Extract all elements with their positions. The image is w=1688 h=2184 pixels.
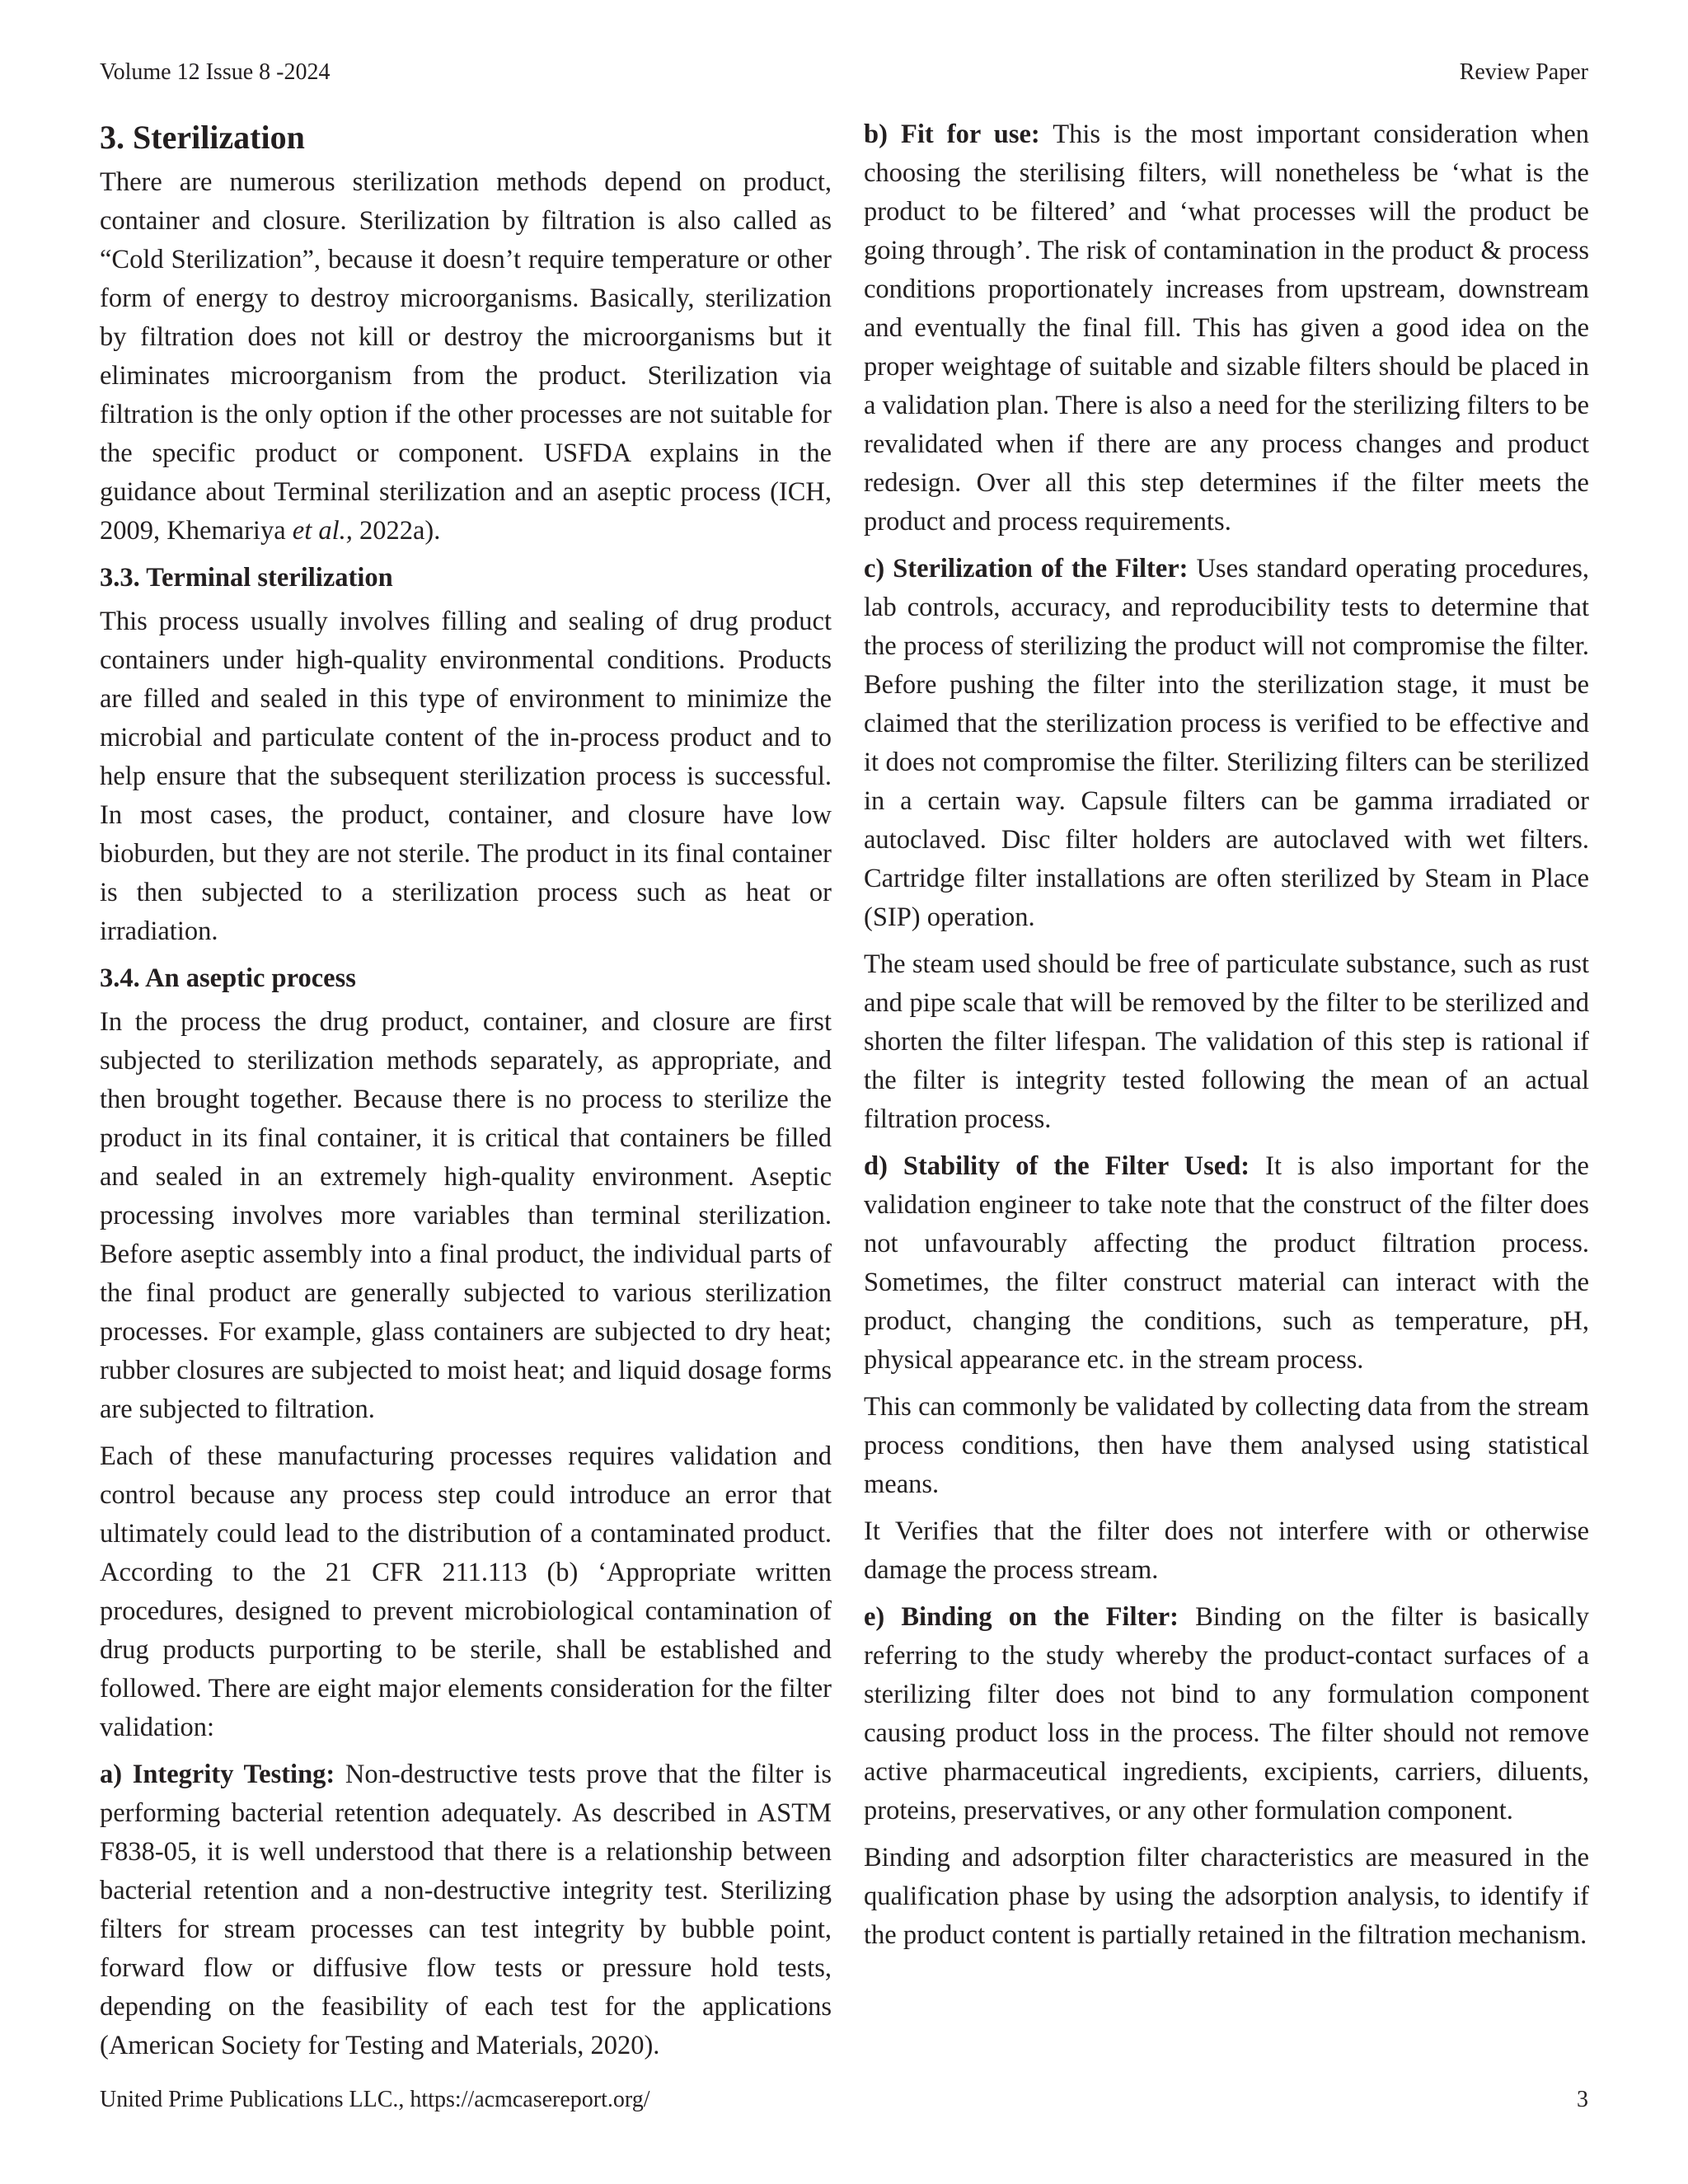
publisher-line: United Prime Publications LLC., https://acmcasereport.org/ [100,2087,650,2112]
item-lead: d) Stability of the Filter Used: [864,1151,1250,1181]
running-header [100,56,1588,89]
et-al: et al., [292,516,353,546]
adsorption-paragraph: Binding and adsorption filter characteristics are measured in the qualification phase by using the adsorption analysis, to identify if the product content is partially retained in the filtration mechanism. [864,1843,1589,1950]
left-column [100,115,832,2074]
item-lead: e) Binding on the Filter: [864,1602,1179,1632]
item-lead: b) Fit for use: [864,120,1040,149]
item-binding-on-filter: e) Binding on the Filter: Binding on the filter is basically referring to the study whereby the product-contact surfaces of a sterilizing filter does not bind to any formulation component causing product loss in the process. The filter should not remove active pharmaceutical ingredients, excipients, carriers, diluents, proteins, preservatives, or any other formulation component. [864,1602,1590,1825]
page-number: 3 [1577,2087,1588,2112]
item-lead: c) Sterilization of the Filter: [864,554,1189,583]
page-footer [100,2083,1588,2116]
section-title: 3. Sterilization [100,119,305,156]
section-intro: There are numerous sterilization methods depend on product, container and closure. Sterilization by filtration is also called as “Cold Sterilization”, because it doesn’t require temperature or other form of energy to destroy microorganisms. Basically, sterilization by filtration does not kill or destroy the microorganisms but it eliminates microorganism from the product. Sterilization via filtration is the only option if the other processes are not suitable for the specific product or component. USFDA explains in the guidance about Terminal sterilization and an aseptic process (ICH, 2009, Khemariya et al., 2022a). [100,167,832,546]
aseptic-paragraph-1: In the process the drug product, container, and closure are first subjected to sterilization methods separately, as appropriate, and then brought together. Because there is no process to sterilize the product in its final container, it is critical that containers be filled and sealed in an extremely high-quality environment. Aseptic processing involves more variables than terminal sterilization. Before aseptic assembly into a final product, the individual parts of the final product are generally subjected to various sterilization processes. For example, glass containers are subjected to dry heat; rubber closures are subjected to moist heat; and liquid dosage forms are subjected to filtration. [100,1007,832,1424]
item-fit-for-use: b) Fit for use: This is the most important consideration when choosing the sterilising filters, will nonetheless be ‘what is the product to be filtered’ and ‘what processes will the product be going through’. The risk of contamination in the product & process conditions proportionately increases from upstream, downstream and eventually the final fill. This has given a good idea on the proper weightage of suitable and sizable filters should be placed in a validation plan. There is also a need for the sterilizing filters to be revalidated when if there are any process changes and product redesign. Over all this step determines if the filter meets the product and process requirements. [864,120,1589,537]
verification-paragraph: It Verifies that the filter does not interfere with or otherwise damage the process stream. [864,1516,1589,1585]
steam-paragraph: The steam used should be free of particulate substance, such as rust and pipe scale that will be removed by the filter to be sterilized and shorten the filter lifespan. The validation of this step is rational if the filter is integrity tested following the mean of an actual filtration process. [864,949,1589,1134]
validation-paragraph: This can commonly be validated by collecting data from the stream process conditions, then have them analysed using statistical means. [864,1392,1589,1499]
item-lead: a) Integrity Testing: [100,1760,335,1789]
subsection-title-terminal: 3.3. Terminal sterilization [100,563,393,593]
item-sterilization-of-filter: c) Sterilization of the Filter: Uses standard operating procedures, lab controls, accuracy, and reproducibility tests to determine that the process of sterilizing the product will not compromise the filter. Before pushing the filter into the sterilization stage, it must be claimed that the sterilization process is verified to be effective and it does not compromise the filter. Sterilizing filters can be sterilized in a certain way. Capsule filters can be gamma irradiated or autoclaved. Disc filter holders are autoclaved with wet filters. Cartridge filter installations are often sterilized by Steam in Place (SIP) operation. [864,554,1589,932]
aseptic-paragraph-2: Each of these manufacturing processes requires validation and control because any process step could introduce an error that ultimately could lead to the distribution of a contaminated product. According to the 21 CFR 211.113 (b) ‘Appropriate written procedures, designed to prevent microbiological contamination of drug products purporting to be sterile, shall be established and followed. There are eight major elements consideration for the filter validation: [100,1441,832,1742]
paper-type: Review Paper [1459,59,1588,85]
subsection-title-aseptic: 3.4. An aseptic process [100,963,356,993]
item-stability-of-filter: d) Stability of the Filter Used: It is also important for the validation engineer to take note that the construct of the filter does not unfavourably affecting the product filtration process. Sometimes, the filter construct material can interact with the product, changing the conditions, such as temperature, pH, physical appearance etc. in the stream process. [864,1151,1589,1375]
right-column [864,115,1589,1963]
terminal-paragraph: This process usually involves filling and sealing of drug product containers under high-quality environmental conditions. Products are filled and sealed in this type of environment to minimize the microbial and particulate content of the in-process product and to help ensure that the subsequent sterilization process is successful. In most cases, the product, container, and closure have low bioburden, but they are not sterile. The product in its final container is then subjected to a sterilization process such as heat or irradiation. [100,607,832,946]
item-integrity-testing: a) Integrity Testing: Non-destructive tests prove that the filter is performing bacterial retention adequately. As described in ASTM F838-05, it is well understood that there is a relationship between bacterial retention and a non-destructive integrity test. Sterilizing filters for stream processes can test integrity by bubble point, forward flow or diffusive flow tests or pressure hold tests, depending on the feasibility of each test for the applications (American Society for Testing and Materials, 2020). [100,1760,832,2060]
volume-issue: Volume 12 Issue 8 -2024 [100,59,331,85]
